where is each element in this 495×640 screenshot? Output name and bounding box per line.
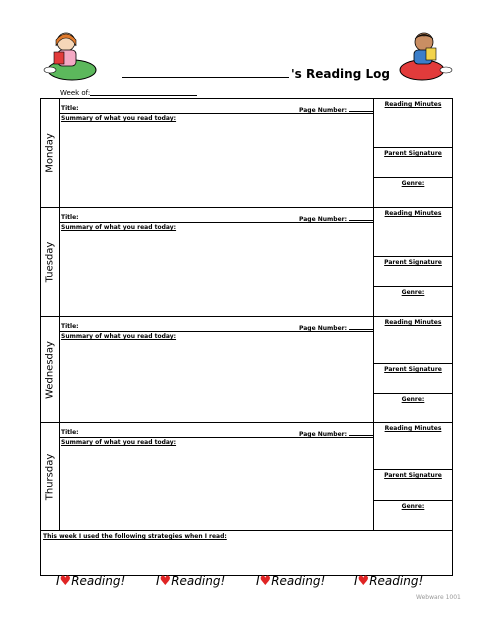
reading-text: Reading! [71, 574, 126, 588]
side-column [374, 423, 452, 530]
reading-minutes-cell[interactable] [374, 99, 452, 148]
day-cell [41, 423, 60, 530]
summary-label: Summary of what you read today: [61, 439, 177, 446]
reading-minutes-cell[interactable] [374, 423, 452, 470]
i-text: I [56, 574, 60, 588]
reading-text: Reading! [369, 574, 424, 588]
i-love-reading [256, 574, 325, 589]
day-label: Tuesday [44, 241, 56, 283]
genre-cell[interactable] [374, 286, 452, 317]
title-rule [59, 437, 373, 438]
reading-log-table [40, 98, 453, 576]
genre-cell[interactable] [374, 500, 452, 531]
entry-area[interactable] [59, 208, 374, 316]
entry-area[interactable] [59, 317, 374, 422]
summary-label: Summary of what you read today: [61, 224, 177, 231]
girl-reading-illustration [42, 30, 102, 82]
page-title: 's Reading Log [291, 67, 390, 81]
footer-banner [42, 574, 452, 594]
day-label: Wednesday [44, 340, 56, 399]
summary-label: Summary of what you read today: [61, 333, 177, 340]
side-column [374, 208, 452, 316]
parent-signature-cell[interactable] [374, 256, 452, 287]
genre-label: Genre: [401, 180, 425, 187]
page-number-text: Page Number: [299, 107, 348, 114]
reading-text: Reading! [171, 574, 226, 588]
title-label: Title: [61, 429, 79, 436]
heart-icon: ♥ [357, 574, 370, 589]
genre-label: Genre: [401, 396, 425, 403]
week-of-blank-line[interactable] [90, 95, 197, 96]
credit-text: Webware 1001 [416, 594, 461, 601]
day-cell [41, 99, 60, 207]
genre-label: Genre: [401, 503, 425, 510]
i-love-reading [156, 574, 225, 589]
boy-reading-illustration [394, 30, 454, 82]
day-label: Thursday [44, 453, 56, 500]
i-text: I [156, 574, 160, 588]
heart-icon: ♥ [159, 574, 172, 589]
reading-minutes-cell[interactable] [374, 208, 452, 257]
page-number-blank[interactable] [349, 323, 373, 330]
i-text: I [354, 574, 358, 588]
reading-minutes-label: Reading Minutes [384, 425, 442, 432]
reading-minutes-cell[interactable] [374, 317, 452, 364]
genre-label: Genre: [401, 289, 425, 296]
title-rule [59, 222, 373, 223]
reading-minutes-label: Reading Minutes [384, 101, 442, 108]
side-column [374, 317, 452, 422]
day-row-wednesday [41, 317, 452, 423]
day-cell [41, 208, 60, 316]
title-rule [59, 331, 373, 332]
day-label: Monday [44, 133, 56, 173]
i-text: I [256, 574, 260, 588]
genre-cell[interactable] [374, 393, 452, 423]
page-number-blank[interactable] [349, 214, 373, 221]
i-love-reading [354, 574, 423, 589]
genre-cell[interactable] [374, 177, 452, 208]
name-blank-line[interactable] [122, 77, 289, 78]
summary-label: Summary of what you read today: [61, 115, 177, 122]
title-rule [59, 113, 373, 114]
page-number-text: Page Number: [299, 325, 348, 332]
title-label: Title: [61, 105, 79, 112]
reading-minutes-label: Reading Minutes [384, 210, 442, 217]
day-row-tuesday [41, 208, 452, 317]
strategies-label: This week I used the following strategies when I read: [43, 533, 227, 540]
page-number-blank[interactable] [349, 105, 373, 112]
heart-icon: ♥ [59, 574, 72, 589]
parent-signature-cell[interactable] [374, 363, 452, 394]
title-label: Title: [61, 323, 79, 330]
parent-signature-cell[interactable] [374, 469, 452, 501]
heart-icon: ♥ [259, 574, 272, 589]
day-row-monday [41, 99, 452, 208]
reading-text: Reading! [271, 574, 326, 588]
parent-signature-label: Parent Signature [384, 366, 442, 373]
reading-minutes-label: Reading Minutes [384, 319, 442, 326]
side-column [374, 99, 452, 207]
day-row-thursday [41, 423, 452, 531]
page-number-blank[interactable] [349, 429, 373, 436]
page-number-text: Page Number: [299, 216, 348, 223]
day-cell [41, 317, 60, 422]
page-number-text: Page Number: [299, 431, 348, 438]
entry-area[interactable] [59, 99, 374, 207]
parent-signature-label: Parent Signature [384, 472, 442, 479]
parent-signature-cell[interactable] [374, 147, 452, 178]
entry-area[interactable] [59, 423, 374, 530]
title-label: Title: [61, 214, 79, 221]
parent-signature-label: Parent Signature [384, 259, 442, 266]
i-love-reading [56, 574, 125, 589]
week-of-label: Week of: [60, 89, 91, 97]
parent-signature-label: Parent Signature [384, 150, 442, 157]
